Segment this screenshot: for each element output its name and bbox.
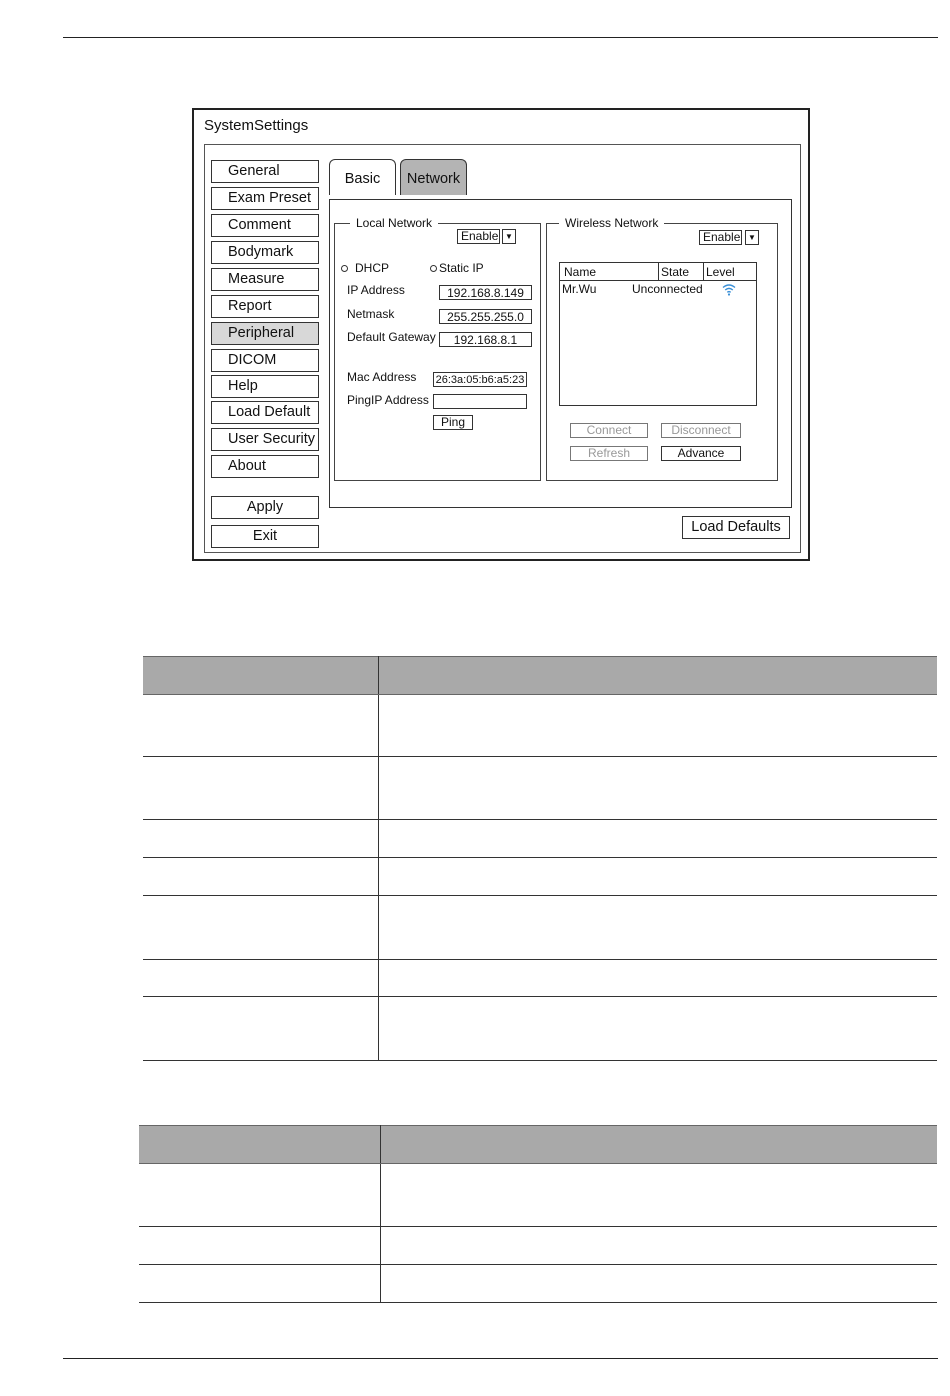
static-ip-radio[interactable]: [430, 265, 437, 272]
sidebar-item-report[interactable]: Report: [211, 295, 319, 318]
mac-address-field: 26:3a:05:b6:a5:23: [433, 372, 527, 387]
sidebar-item-measure[interactable]: Measure: [211, 268, 319, 291]
tab-network[interactable]: Network: [400, 159, 467, 195]
local-network-group: [334, 216, 541, 481]
parameters-table-2: [139, 1125, 937, 1303]
gateway-label: Default Gateway: [347, 330, 436, 344]
column-level: Level: [706, 265, 735, 279]
tab-basic[interactable]: Basic: [329, 159, 396, 195]
sidebar-item-load-default[interactable]: Load Default: [211, 401, 319, 424]
sidebar-item-help[interactable]: Help: [211, 375, 319, 398]
column-divider: [703, 263, 704, 280]
sidebar-item-about[interactable]: About: [211, 455, 319, 478]
column-state: State: [661, 265, 690, 279]
ping-ip-label: PingIP Address: [347, 393, 429, 407]
table-row-line: [143, 694, 937, 695]
table-row-line: [143, 959, 937, 960]
connect-button[interactable]: Connect: [570, 423, 648, 438]
table-row-line: [143, 996, 937, 997]
wifi-list-header: [560, 263, 756, 281]
table-row-line: [139, 1226, 937, 1227]
sidebar-item-user-security[interactable]: User Security: [211, 428, 319, 451]
exit-button[interactable]: Exit: [211, 525, 319, 548]
disconnect-button[interactable]: Disconnect: [661, 423, 741, 438]
table-header: [139, 1125, 937, 1163]
local-network-enable-select[interactable]: [457, 229, 517, 244]
ping-button[interactable]: Ping: [433, 415, 473, 430]
bottom-rule: [63, 1358, 938, 1359]
wifi-list: [559, 262, 757, 406]
table-row-line: [143, 756, 937, 757]
local-network-enable-value: Enable: [457, 229, 500, 244]
wifi-name: Mr.Wu: [562, 282, 597, 296]
wireless-enable-value: Enable: [699, 230, 742, 245]
chevron-down-icon[interactable]: ▼: [745, 230, 759, 245]
refresh-button[interactable]: Refresh: [570, 446, 648, 461]
chevron-down-icon[interactable]: ▼: [502, 229, 516, 244]
gateway-field[interactable]: 192.168.8.1: [439, 332, 532, 347]
ip-address-label: IP Address: [347, 283, 405, 297]
table-row-line: [143, 1060, 937, 1061]
wireless-network-group: [546, 216, 778, 481]
column-name: Name: [564, 265, 597, 279]
netmask-field[interactable]: 255.255.255.0: [439, 309, 532, 324]
dialog-body: [204, 144, 801, 553]
network-panel: [329, 199, 792, 508]
column-divider: [380, 1125, 381, 1303]
ip-address-field[interactable]: 192.168.8.149: [439, 285, 532, 300]
wifi-state: Unconnected: [632, 282, 703, 296]
sidebar-item-comment[interactable]: Comment: [211, 214, 319, 237]
dialog-title: SystemSettings: [204, 117, 309, 134]
dhcp-radio[interactable]: [341, 265, 348, 272]
top-rule: [63, 37, 938, 38]
apply-button[interactable]: Apply: [211, 496, 319, 519]
ping-ip-input[interactable]: [433, 394, 527, 409]
load-defaults-button[interactable]: Load Defaults: [682, 516, 790, 539]
table-row-line: [139, 1163, 937, 1164]
table-row-line: [143, 819, 937, 820]
table-row-line: [143, 895, 937, 896]
wireless-enable-select[interactable]: [699, 230, 759, 245]
sidebar-item-bodymark[interactable]: Bodymark: [211, 241, 319, 264]
wireless-network-legend: Wireless Network: [559, 216, 664, 230]
local-network-legend: Local Network: [350, 216, 438, 230]
table-row[interactable]: [560, 282, 756, 298]
dhcp-label: DHCP: [355, 261, 390, 275]
table-row-line: [143, 857, 937, 858]
sidebar-item-exam-preset[interactable]: Exam Preset: [211, 187, 319, 210]
parameters-table-1: [143, 656, 937, 1061]
netmask-label: Netmask: [347, 307, 395, 321]
column-divider: [658, 263, 659, 280]
static-ip-label: Static IP: [439, 261, 484, 275]
advance-button[interactable]: Advance: [661, 446, 741, 461]
table-header: [143, 656, 937, 694]
wifi-icon: [722, 283, 736, 296]
table-row-line: [139, 1302, 937, 1303]
system-settings-dialog: [192, 108, 810, 561]
column-divider: [378, 656, 379, 1061]
sidebar-item-peripheral[interactable]: Peripheral: [211, 322, 319, 345]
sidebar-item-general[interactable]: General: [211, 160, 319, 183]
table-row-line: [139, 1264, 937, 1265]
sidebar-item-dicom[interactable]: DICOM: [211, 349, 319, 372]
mac-address-label: Mac Address: [347, 370, 417, 384]
